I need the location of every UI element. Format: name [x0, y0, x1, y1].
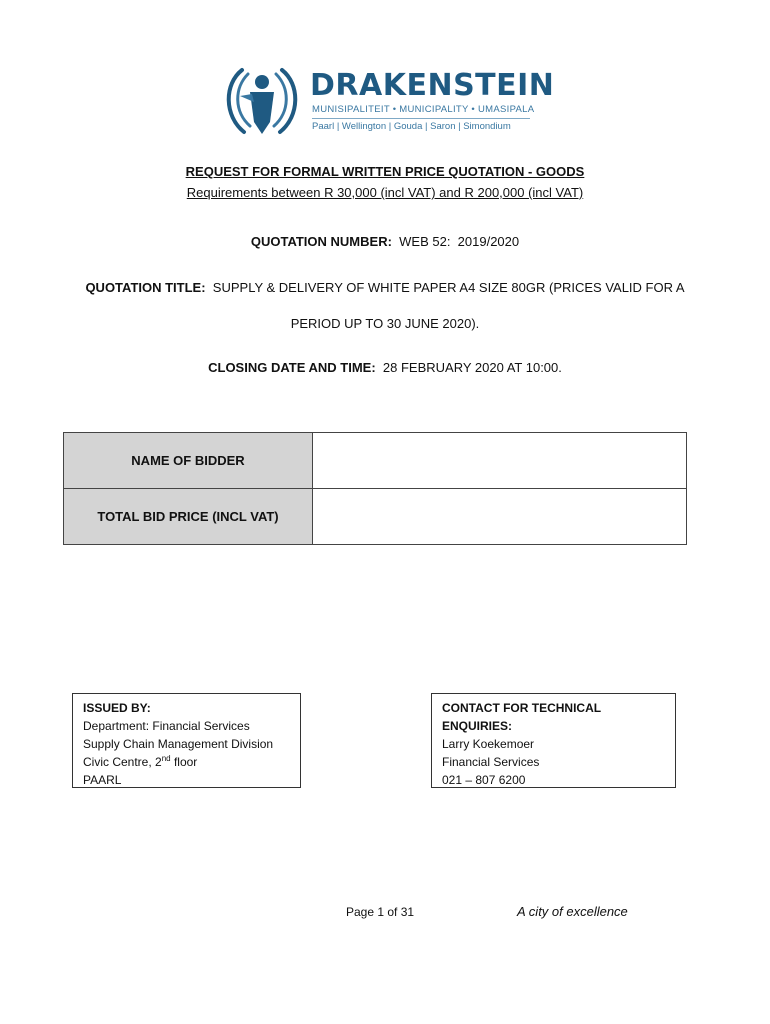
total-bid-price-field[interactable] — [313, 489, 687, 545]
logo-towns: Paarl | Wellington | Gouda | Saron | Simondium — [312, 121, 511, 132]
bidder-name-field[interactable] — [313, 433, 687, 489]
quotation-title-line — [0, 280, 770, 295]
logo-divider — [312, 118, 530, 119]
table-row — [64, 433, 687, 489]
issued-by-division: Supply Chain Management Division — [83, 737, 274, 751]
quotation-number-value: WEB 52: 2019/2020 — [399, 234, 520, 249]
footer-motto: A city of excellence — [517, 904, 628, 919]
quotation-title-label: QUOTATION TITLE: — [85, 280, 206, 295]
contact-heading: CONTACT FOR TECHNICAL ENQUIRIES: — [442, 701, 601, 733]
logo-name: DRAKENSTEIN — [310, 68, 555, 103]
quotation-title-value-1: SUPPLY & DELIVERY OF WHITE PAPER A4 SIZE 80GR (PRICES VALID FOR A — [212, 280, 685, 295]
quotation-number-line — [0, 234, 770, 249]
closing-date-value: 28 FEBRUARY 2020 AT 10:00. — [382, 360, 562, 375]
contact-phone: 021 – 807 6200 — [442, 773, 526, 787]
total-bid-price-label: TOTAL BID PRICE (INCL VAT) — [64, 489, 313, 545]
issued-by-address: Civic Centre, 2nd floor — [83, 754, 198, 769]
logo-subtitle: MUNISIPALITEIT • MUNICIPALITY • UMASIPALA — [312, 104, 535, 115]
issued-by-department: Department: Financial Services — [83, 719, 250, 733]
bidder-name-label: NAME OF BIDDER — [64, 433, 313, 489]
contact-name: Larry Koekemoer — [442, 737, 535, 751]
closing-date-line — [0, 360, 770, 375]
technical-contact-box — [431, 693, 676, 788]
quotation-title-value-2: PERIOD UP TO 30 JUNE 2020). — [290, 316, 480, 331]
page-number: Page 1 of 31 — [346, 905, 415, 919]
issued-by-box — [72, 693, 301, 788]
closing-date-label: CLOSING DATE AND TIME: — [208, 360, 376, 375]
issued-by-heading: ISSUED BY: — [83, 701, 151, 715]
table-row — [64, 489, 687, 545]
document-title: REQUEST FOR FORMAL WRITTEN PRICE QUOTATION - GOODS — [185, 164, 585, 179]
issued-by-city: PAARL — [83, 773, 122, 787]
drakenstein-emblem-icon — [220, 62, 304, 138]
municipality-logo — [220, 62, 555, 138]
quotation-number-label: QUOTATION NUMBER: — [250, 234, 392, 249]
contact-department: Financial Services — [442, 755, 540, 769]
document-subtitle: Requirements between R 30,000 (incl VAT) and R 200,000 (incl VAT) — [186, 185, 584, 200]
bidder-table — [63, 432, 687, 545]
